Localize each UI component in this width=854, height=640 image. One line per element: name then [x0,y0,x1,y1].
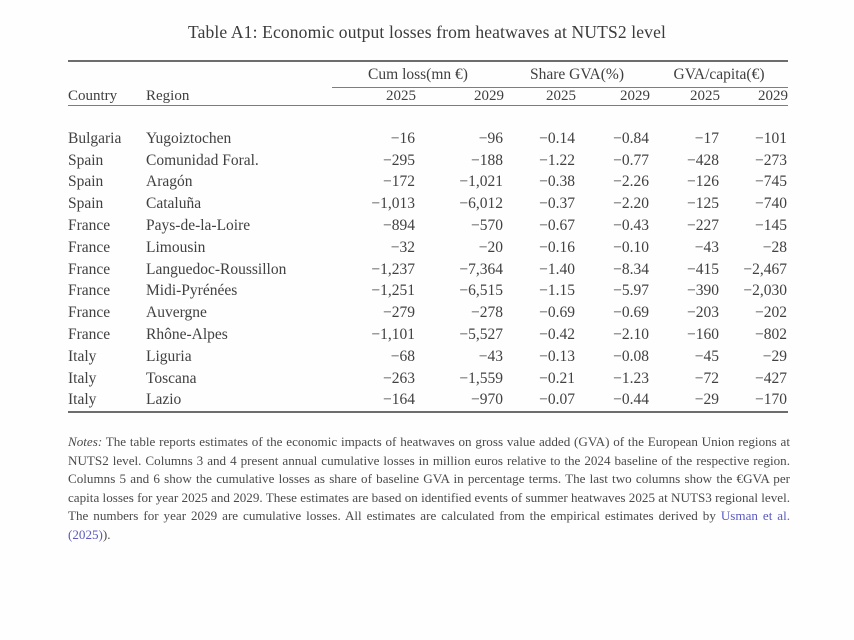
header-cum-loss-2025: 2025 [386,88,416,104]
row-gva-capita-2029: −28 [762,238,787,256]
row-region: Cataluña [146,195,202,213]
row-cum-loss-2029: −6,515 [459,282,503,300]
notes-citation-link[interactable]: Usman et al. (2025) [68,508,790,542]
row-cum-loss-2025: −1,013 [371,195,415,213]
row-gva-capita-2029: −29 [762,347,787,365]
row-gva-capita-2029: −2,030 [743,282,787,300]
row-cum-loss-2025: −32 [390,238,415,256]
row-region: Languedoc-Roussillon [146,260,287,278]
row-gva-capita-2025: −72 [694,369,719,387]
row-country: Spain [68,151,104,169]
row-share-gva-2029: −0.08 [613,347,649,365]
header-group-empty-country [68,66,146,88]
row-region: Comunidad Foral. [146,151,259,169]
row-cum-loss-2025: −894 [383,216,415,234]
row-gva-capita-2029: −2,467 [743,260,787,278]
row-cum-loss-2025: −1,101 [371,325,415,343]
row-share-gva-2025: −1.40 [539,260,575,278]
row-share-gva-2029: −1.23 [613,369,649,387]
row-region: Rhône-Alpes [146,325,228,343]
row-cum-loss-2025: −16 [390,129,415,147]
table-row [68,171,788,193]
row-share-gva-2025: −0.69 [539,304,575,322]
table-row [68,389,788,411]
notes-text: The table reports estimates of the economic impacts of heatwaves on gross value added (GVA) of the European Union regions at NUTS2 level. Columns 3 and 4 present annual cumulative losses in million euros relative to the 2024 baseline of the respective region. Columns 5 and 6 show the cumulative losses as share of baseline GVA in percentage terms. The last two columns show the €GVA per capita losses for year 2025 and 2029. These estimates are based on identified events of summer heatwaves 2025 at NUTS3 regional level. The numbers for year 2029 are cumulative losses. All estimates are calculated from the empirical estimates derived by [68,434,790,524]
row-gva-capita-2025: −415 [687,260,719,278]
row-share-gva-2025: −0.14 [539,129,575,147]
header-region: Region [146,88,190,104]
row-share-gva-2029: −0.43 [613,216,649,234]
row-gva-capita-2025: −160 [687,325,719,343]
row-gva-capita-2029: −273 [755,151,787,169]
table-row [68,324,788,346]
row-cum-loss-2025: −1,251 [371,282,415,300]
header-cum-loss-2029: 2029 [474,88,504,104]
row-share-gva-2029: −0.84 [613,129,649,147]
row-cum-loss-2029: −278 [471,304,503,322]
row-cum-loss-2025: −295 [383,151,415,169]
table-row [68,215,788,237]
row-share-gva-2029: −5.97 [613,282,649,300]
row-region: Yugoiztochen [146,129,232,147]
row-gva-capita-2025: −17 [694,129,719,147]
header-share-gva-2025: 2025 [546,88,576,104]
row-cum-loss-2025: −164 [383,391,415,409]
row-share-gva-2029: −2.10 [613,325,649,343]
header-country: Country [68,88,118,104]
row-region: Limousin [146,238,206,256]
row-gva-capita-2029: −745 [755,173,787,191]
row-country: France [68,304,111,322]
header-group-row [68,66,788,88]
row-share-gva-2029: −0.69 [613,304,649,322]
row-cum-loss-2029: −188 [471,151,503,169]
header-group-share-gva: Share GVA(%) [504,66,650,88]
row-share-gva-2025: −0.67 [539,216,575,234]
row-cum-loss-2029: −6,012 [459,195,503,213]
row-cum-loss-2029: −43 [478,347,503,365]
row-share-gva-2029: −8.34 [613,260,649,278]
row-cum-loss-2029: −7,364 [459,260,503,278]
row-cum-loss-2029: −20 [478,238,503,256]
row-country: Italy [68,391,97,409]
header-group-empty-region [146,66,332,88]
row-country: France [68,260,111,278]
row-country: France [68,216,111,234]
row-region: Lazio [146,391,182,409]
row-share-gva-2029: −0.10 [613,238,649,256]
table-row [68,237,788,259]
row-country: Italy [68,347,97,365]
row-gva-capita-2025: −428 [687,151,719,169]
row-gva-capita-2025: −29 [694,391,719,409]
row-cum-loss-2025: −172 [383,173,415,191]
row-country: Bulgaria [68,129,122,147]
row-gva-capita-2025: −45 [694,347,719,365]
row-cum-loss-2029: −970 [471,391,503,409]
row-share-gva-2025: −1.22 [539,151,575,169]
table-rows [68,106,788,411]
row-share-gva-2025: −1.15 [539,282,575,300]
row-cum-loss-2029: −1,559 [459,369,503,387]
table-bottom-rule [68,411,788,413]
row-region: Pays-de-la-Loire [146,216,251,234]
row-country: Spain [68,195,104,213]
row-share-gva-2025: −0.16 [539,238,575,256]
table-row [68,368,788,390]
table-data-grid [68,106,788,411]
table-notes [68,433,790,545]
row-share-gva-2025: −0.21 [539,369,575,387]
table-row [68,259,788,281]
row-country: Spain [68,173,104,191]
table-row [68,280,788,302]
row-share-gva-2029: −2.26 [613,173,649,191]
notes-text-tail: ). [102,526,111,542]
table-row [68,193,788,215]
row-country: France [68,238,111,256]
row-share-gva-2025: −0.38 [539,173,575,191]
row-share-gva-2029: −0.44 [613,391,649,409]
row-country: France [68,282,111,300]
row-gva-capita-2025: −203 [687,304,719,322]
row-share-gva-2025: −0.42 [539,325,575,343]
table-body-grid [68,62,788,105]
row-cum-loss-2029: −96 [478,129,503,147]
row-cum-loss-2025: −1,237 [371,260,415,278]
row-country: Italy [68,369,97,387]
table-row [68,150,788,172]
economic-losses-table [68,60,788,413]
row-gva-capita-2029: −740 [755,195,787,213]
row-gva-capita-2029: −170 [755,391,787,409]
row-cum-loss-2029: −570 [471,216,503,234]
notes-label: Notes: [68,434,103,449]
header-gva-capita-2025: 2025 [690,88,720,104]
row-gva-capita-2025: −227 [687,216,719,234]
row-gva-capita-2029: −802 [755,325,787,343]
row-cum-loss-2025: −263 [383,369,415,387]
table-header [68,62,788,105]
row-gva-capita-2025: −125 [687,195,719,213]
table-row [68,302,788,324]
row-gva-capita-2029: −202 [755,304,787,322]
row-gva-capita-2029: −145 [755,216,787,234]
row-gva-capita-2025: −126 [687,173,719,191]
row-gva-capita-2029: −427 [755,369,787,387]
table-row [68,346,788,368]
row-share-gva-2029: −2.20 [613,195,649,213]
row-cum-loss-2029: −5,527 [459,325,503,343]
header-share-gva-2029: 2029 [620,88,650,104]
row-cum-loss-2025: −279 [383,304,415,322]
row-cum-loss-2029: −1,021 [459,173,503,191]
header-group-cum-loss: Cum loss(mn €) [332,66,504,88]
row-gva-capita-2029: −101 [755,129,787,147]
row-gva-capita-2025: −43 [694,238,719,256]
row-share-gva-2025: −0.07 [539,391,575,409]
row-share-gva-2029: −0.77 [613,151,649,169]
header-group-gva-per-capita: GVA/capita(€) [650,66,788,88]
row-region: Aragón [146,173,193,191]
table-title: Table A1: Economic output losses from heatwaves at NUTS2 level [187,22,667,42]
row-share-gva-2025: −0.37 [539,195,575,213]
row-country: France [68,325,111,343]
row-region: Midi-Pyrénées [146,282,238,300]
table-row [68,128,788,150]
row-share-gva-2025: −0.13 [539,347,575,365]
row-region: Auvergne [146,304,207,322]
row-region: Liguria [146,347,192,365]
header-gva-capita-2029: 2029 [758,88,788,104]
row-gva-capita-2025: −390 [687,282,719,300]
row-cum-loss-2025: −68 [390,347,415,365]
header-year-row [68,88,788,106]
row-region: Toscana [146,369,197,387]
